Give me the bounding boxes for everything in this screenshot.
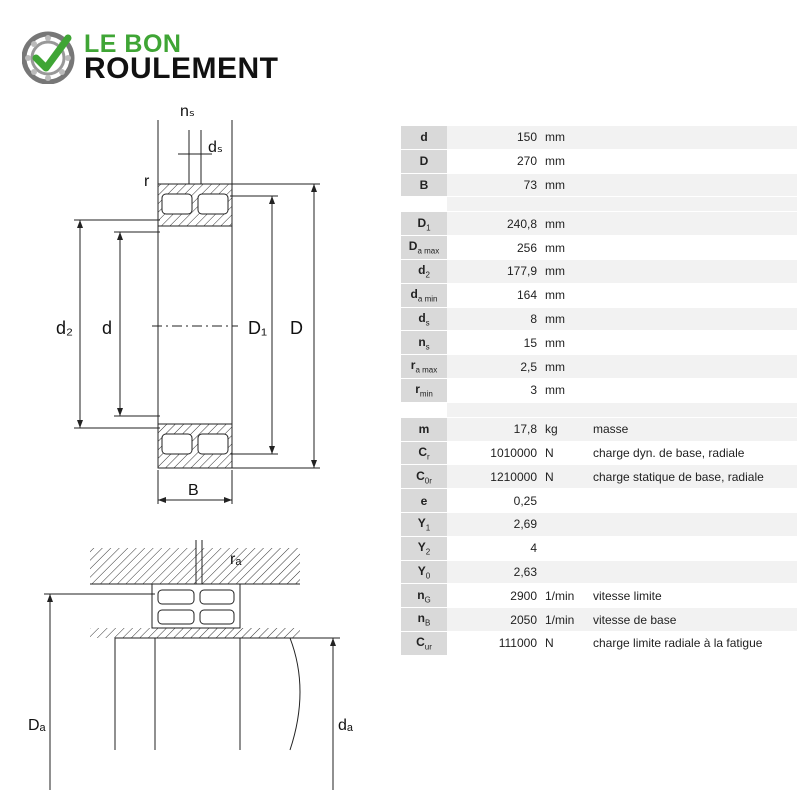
spec-unit: mm [541,126,587,149]
spec-value: 2,69 [447,512,541,536]
spec-symbol: $n_G$ [401,584,447,608]
logo-line1: LE BON [84,30,182,58]
spec-value: 1210000 [447,465,541,489]
spec-row [401,417,797,441]
spec-symbol: $Y_0$ [401,560,447,584]
spec-unit: 1/min [541,608,587,632]
spec-value: 111000 [447,631,541,655]
spec-unit [541,536,587,560]
spec-value: 164 [447,283,541,307]
spec-value: 1010000 [447,441,541,465]
spec-row [401,126,797,149]
spec-row [401,173,797,197]
spec-symbol: $d_s$ [401,307,447,331]
label-d: d [102,318,113,338]
spec-symbol: $n_B$ [401,608,447,632]
label-ns: nₛ [180,103,195,120]
spec-value: 2,63 [447,560,541,584]
spec-description [587,307,797,331]
spec-value: 73 [447,173,541,197]
spec-value: 15 [447,331,541,355]
spec-unit: N [541,441,587,465]
spec-symbol: $C_{0r}$ [401,465,447,489]
spec-row [401,307,797,331]
spec-symbol: $r_{a max}$ [401,355,447,379]
spec-symbol: d [401,126,447,149]
label-d2: d₂ [56,318,73,338]
spec-row [401,212,797,236]
spec-unit: mm [541,307,587,331]
spec-value: 2050 [447,608,541,632]
spec-description [587,378,797,402]
spec-group-2 [401,212,797,402]
spec-unit: N [541,465,587,489]
spec-unit: mm [541,331,587,355]
spec-description [587,212,797,236]
spec-row [401,331,797,355]
label-Da: Dₐ [28,717,46,734]
spec-row [401,149,797,173]
spec-row [401,560,797,584]
spec-symbol: $C_{ur}$ [401,631,447,655]
spec-description [587,355,797,379]
spec-row [401,355,797,379]
spec-row [401,236,797,260]
spec-value: 270 [447,149,541,173]
spec-description: vitesse de base [587,608,797,632]
spec-symbol: m [401,417,447,441]
spec-symbol: $Y_1$ [401,512,447,536]
spec-unit [541,560,587,584]
brand-logo[interactable] [22,26,302,86]
spec-description [587,512,797,536]
spec-row [401,378,797,402]
spec-row [401,441,797,465]
spec-symbol: $D_1$ [401,212,447,236]
label-D: D [290,318,303,338]
spec-symbol: $d_{a min}$ [401,283,447,307]
spec-value: 4 [447,536,541,560]
spec-unit: mm [541,378,587,402]
spec-description: vitesse limite [587,584,797,608]
spec-description: charge dyn. de base, radiale [587,441,797,465]
spec-unit: mm [541,236,587,260]
spec-value: 3 [447,378,541,402]
spec-description: charge statique de base, radiale [587,465,797,489]
spec-unit: mm [541,259,587,283]
spec-description: charge limite radiale à la fatigue [587,631,797,655]
spec-description [587,149,797,173]
spec-group-3 [401,417,797,655]
spec-symbol: $r_{min}$ [401,378,447,402]
spec-row [401,584,797,608]
spec-description: masse [587,417,797,441]
label-r: r [144,173,150,190]
spec-symbol: $n_s$ [401,331,447,355]
spec-unit: mm [541,149,587,173]
spec-value: 17,8 [447,417,541,441]
spec-symbol: $Y_2$ [401,536,447,560]
spec-row [401,631,797,655]
spec-description [587,331,797,355]
spec-unit: mm [541,283,587,307]
spec-unit: mm [541,212,587,236]
spec-row [401,465,797,489]
spec-unit: N [541,631,587,655]
spec-unit: kg [541,417,587,441]
spec-value: 8 [447,307,541,331]
spec-row [401,283,797,307]
bearing-check-icon [22,28,78,84]
spec-description [587,259,797,283]
spec-row [401,489,797,513]
label-ra: rₐ [230,551,242,568]
spec-description [587,283,797,307]
spec-row [401,608,797,632]
spec-value: 150 [447,126,541,149]
bearing-technical-drawing [0,90,400,800]
spec-unit [541,489,587,513]
label-B: B [188,482,199,499]
spec-value: 2,5 [447,355,541,379]
spec-description [587,236,797,260]
spec-unit: mm [541,355,587,379]
spec-symbol: e [401,489,447,513]
spec-symbol: B [401,173,447,197]
spec-description [587,126,797,149]
spec-symbol: $d_2$ [401,259,447,283]
label-da: dₐ [338,717,353,734]
spec-symbol: D [401,149,447,173]
spec-table [401,126,797,656]
spec-unit: 1/min [541,584,587,608]
spec-description [587,489,797,513]
label-ds: dₛ [208,139,223,156]
spec-value: 240,8 [447,212,541,236]
spec-description [587,536,797,560]
spec-value: 2900 [447,584,541,608]
spec-group-1 [401,126,797,197]
spec-description [587,560,797,584]
spec-value: 256 [447,236,541,260]
spec-unit: mm [541,173,587,197]
spec-symbol: $D_{a max}$ [401,236,447,260]
spec-symbol: $C_r$ [401,441,447,465]
spec-unit [541,512,587,536]
spec-value: 0,25 [447,489,541,513]
spec-row [401,536,797,560]
spec-row [401,512,797,536]
spec-row [401,259,797,283]
label-D1: D₁ [248,318,268,338]
spec-description [587,173,797,197]
spec-value: 177,9 [447,259,541,283]
logo-line2: ROULEMENT [84,52,279,85]
